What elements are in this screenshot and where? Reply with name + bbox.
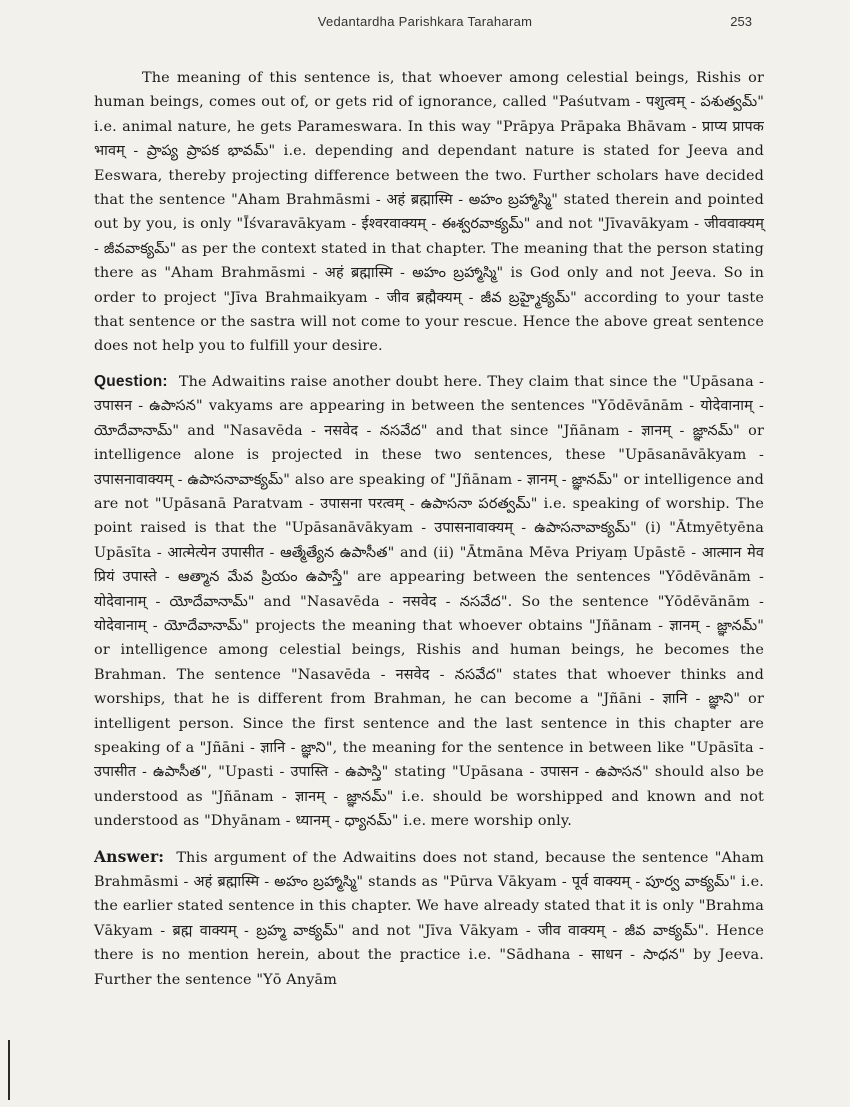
answer-label: Answer: xyxy=(94,846,165,866)
running-title: Vedantardha Parishkara Taraharam xyxy=(317,14,533,29)
paragraph-meaning xyxy=(94,66,764,359)
paragraph-answer xyxy=(94,845,764,992)
page-body xyxy=(94,66,764,1003)
paragraph-question xyxy=(94,370,764,834)
paragraph-text: The Adwaitins raise another doubt here. They claim that since the "Upāsana - उपासन - ఉపాసన" vakyams are appearing in between the sentences "Yōdēvānām - योदेवानाम् - యోదేవానామ్" and "Nasavēda - नसवेद - నసవేద" and that since "Jñānam - ज्ञानम् - జ్ఞానమ్" or intelligence alone is projected in these two sentences, these "Upāsanāvākyam - उपासनावाक्यम् - ఉపాసనావాక్యమ్" also are speaking of "Jñānam - ज्ञानम् - జ్ఞానమ్" or intelligence and are not "Upāsanā Paratvam - उपासना परत्वम् - ఉపాసనా పరత్వమ్" i.e. speaking of worship. The point raised is that the "Upāsanāvākyam - उपासनावाक्यम् - ఉపాసనావాక్యమ్" (i) "Ātmyētyēna Upāsīta - आत्मेत्येन उपासीत - ఆత్మేత్యేన ఉపాసీత" and (ii) "Ātmāna Mēva Priyaṃ Upāstē - आत्मान मेव प्रियं उपास्ते - ఆత్మాన మేవ ప్రియం ఉపాస్తే" are appearing between the sentences "Yōdēvānām - योदेवानाम् - యోదేవానామ్" and "Nasavēda - नसवेद - నసవేద". So the sentence "Yōdēvānām - योदेवानाम् - యోదేవానామ్" projects the meaning that whoever obtains "Jñānam - ज्ञानम् - జ్ఞానమ్" or intelligence among celestial beings, Rishis and human beings, he becomes the Brahman. The sentence "Nasavēda - नसवेद - నసవేద" states that whoever thinks and worships, that he is different from Brahman, he can become a "Jñāni - ज्ञानि - జ్ఞాని" or intelligent person. Since the first sentence and the last sentence in this chapter are speaking of a "Jñāni - ज्ञानि - జ్ఞాని", the meaning for the sentence in between like "Upāsīta - उपासीत - ఉపాసీత", "Upasti - उपास्ति - ఉపాస్తి" stating "Upāsana - उपासन - ఉపాసన" should also be understood as "Jñānam - ज्ञानम् - జ్ఞానమ్" i.e. should be worshipped and known and not understood as "Dhyānam - ध्यानम् - ధ్యానమ్" i.e. mere worship only. xyxy=(94,373,764,830)
page-number: 253 xyxy=(730,14,752,29)
binding-mark xyxy=(8,1040,10,1100)
question-label: Question: xyxy=(94,372,168,390)
paragraph-text: The meaning of this sentence is, that whoever among celestial beings, Rishis or human beings, comes out of, or gets rid of ignorance, called "Paśutvam - पशुत्वम् - పశుత్వమ్" i.e. animal nature, he gets Parameswara. In this way "Prāpya Prāpaka Bhāvam - प्राप्य प्रापक भावम् - ప్రాప్య ప్రాపక భావమ్" i.e. depending and dependant nature is stated for Jeeva and Eeswara, thereby projecting difference between the two. Further scholars have decided that the sentence "Aham Brahmāsmi - अहं ब्रह्मास्मि - అహం బ్రహ్మాస్మి" stated therein and pointed out by you, is only "Īśvaravākyam - ईश्वरवाक्यम् - ఈశ్వరవాక్యమ్" and not "Jīvavākyam - जीववाक्यम् - జీవవాక్యమ్" as per the context stated in that chapter. The meaning that the person stating there as "Aham Brahmāsmi - अहं ब्रह्मास्मि - అహం బ్రహ్మాస్మి" is God only and not Jeeva. So in order to project "Jīva Brahmaikyam - जीव ब्रह्मैक्यम् - జీవ బ్రహ్మైక్యమ్" according to your taste that sentence or the sastra will not come to your rescue. Hence the above great sentence does not help you to fulfill your desire. xyxy=(94,70,764,355)
paragraph-text: This argument of the Adwaitins does not stand, because the sentence "Aham Brahmāsmi - अहं ब्रह्मास्मि - అహం బ్రహ్మాస్మి" stands as "Pūrva Vākyam - पूर्व वाक्यम् - పూర్వ వాక్యమ్" i.e. the earlier stated sentence in this chapter. We have already stated that it is only "Brahma Vākyam - ब्रह्म वाक्यम् - బ్రహ్మ వాక్యమ్" and not "Jīva Vākyam - जीव वाक्यम् - జీవ వాక్యమ్". Hence there is no mention herein, about the practice i.e. "Sādhana - साधन - సాధన" by Jeeva. Further the sentence "Yō Anyām xyxy=(94,849,764,988)
page-header xyxy=(0,14,850,36)
